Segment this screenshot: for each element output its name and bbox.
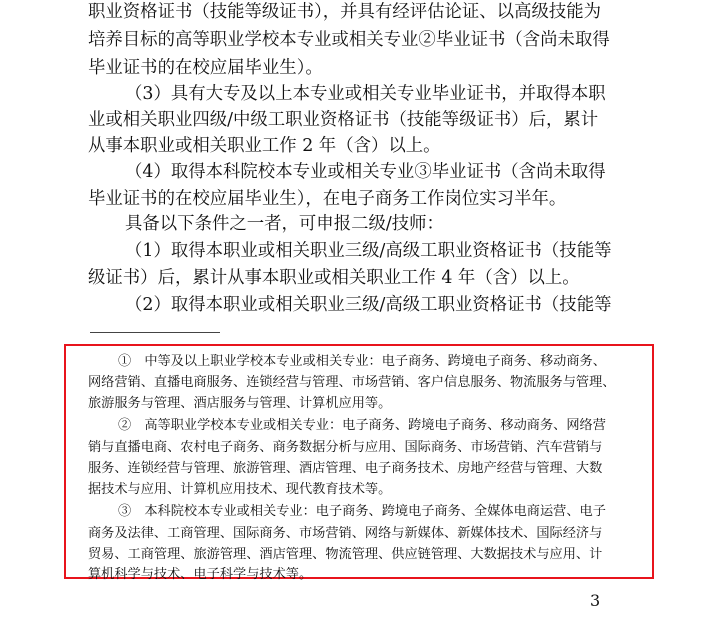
- footnote-line: 算机科学与技术、电子科学与技术等。: [88, 567, 313, 582]
- page-number: 3: [590, 591, 601, 610]
- footnote-line: 销与直播电商、农村电子商务、商务数据分析与应用、国际商务、市场营销、汽车营销与: [88, 440, 603, 455]
- body-line: 毕业证书的在校应届毕业生）。: [88, 58, 323, 78]
- footnote-line: 服务、连锁经营与管理、旅游管理、酒店管理、电子商务技术、房地产经营与管理、大数: [88, 461, 603, 476]
- body-line: 业或相关职业四级/中级工职业资格证书（技能等级证书）后，累计: [88, 110, 599, 130]
- body-line: （4）取得本科院校本专业或相关专业③毕业证书（含尚未取得: [125, 162, 606, 182]
- footnote-line: ③ 本科院校本专业或相关专业：电子商务、跨境电子商务、全媒体电商运营、电子: [118, 504, 606, 519]
- body-line: 培养目标的高等职业学校本专业或相关专业②毕业证书（含尚未取得: [88, 30, 610, 50]
- footnote-line: ② 高等职业学校本专业或相关专业：电子商务、跨境电子商务、移动商务、网络营: [118, 418, 606, 433]
- body-line: 级证书）后，累计从事本职业或相关职业工作 4 年（含）以上。: [88, 268, 580, 288]
- footnote-line: ① 中等及以上职业学校本专业或相关专业：电子商务、跨境电子商务、移动商务、: [118, 354, 606, 369]
- footnote-line: 贸易、工商管理、旅游管理、酒店管理、物流管理、供应链管理、大数据技术与应用、计: [88, 547, 603, 562]
- body-line: （3）具有大专及以上本专业或相关专业毕业证书，并取得本职: [125, 84, 606, 104]
- body-line: 具备以下条件之一者，可申报二级/技师：: [125, 214, 444, 234]
- footnote-line: 据技术与应用、计算机应用技术、现代教育技术等。: [88, 482, 392, 497]
- body-line: （2）取得本职业或相关职业三级/高级工职业资格证书（技能等: [125, 295, 612, 315]
- footnote-separator: [90, 332, 220, 333]
- footnote-line: 旅游服务与管理、酒店服务与管理、计算机应用等。: [88, 396, 392, 411]
- body-line: 毕业证书的在校应届毕业生），在电子商务工作岗位实习半年。: [88, 189, 567, 209]
- body-line: 从事本职业或相关职业工作 2 年（含）以上。: [88, 136, 441, 156]
- body-line: （1）取得本职业或相关职业三级/高级工职业资格证书（技能等: [125, 241, 612, 261]
- footnote-line: 网络营销、直播电商服务、连锁经营与管理、市场营销、客户信息服务、物流服务与管理、: [88, 375, 616, 390]
- body-line: 职业资格证书（技能等级证书），并具有经评估论证、以高级技能为: [88, 2, 602, 22]
- footnote-line: 商务及法律、工商管理、国际商务、市场营销、网络与新媒体、新媒体技术、国际经济与: [88, 526, 603, 541]
